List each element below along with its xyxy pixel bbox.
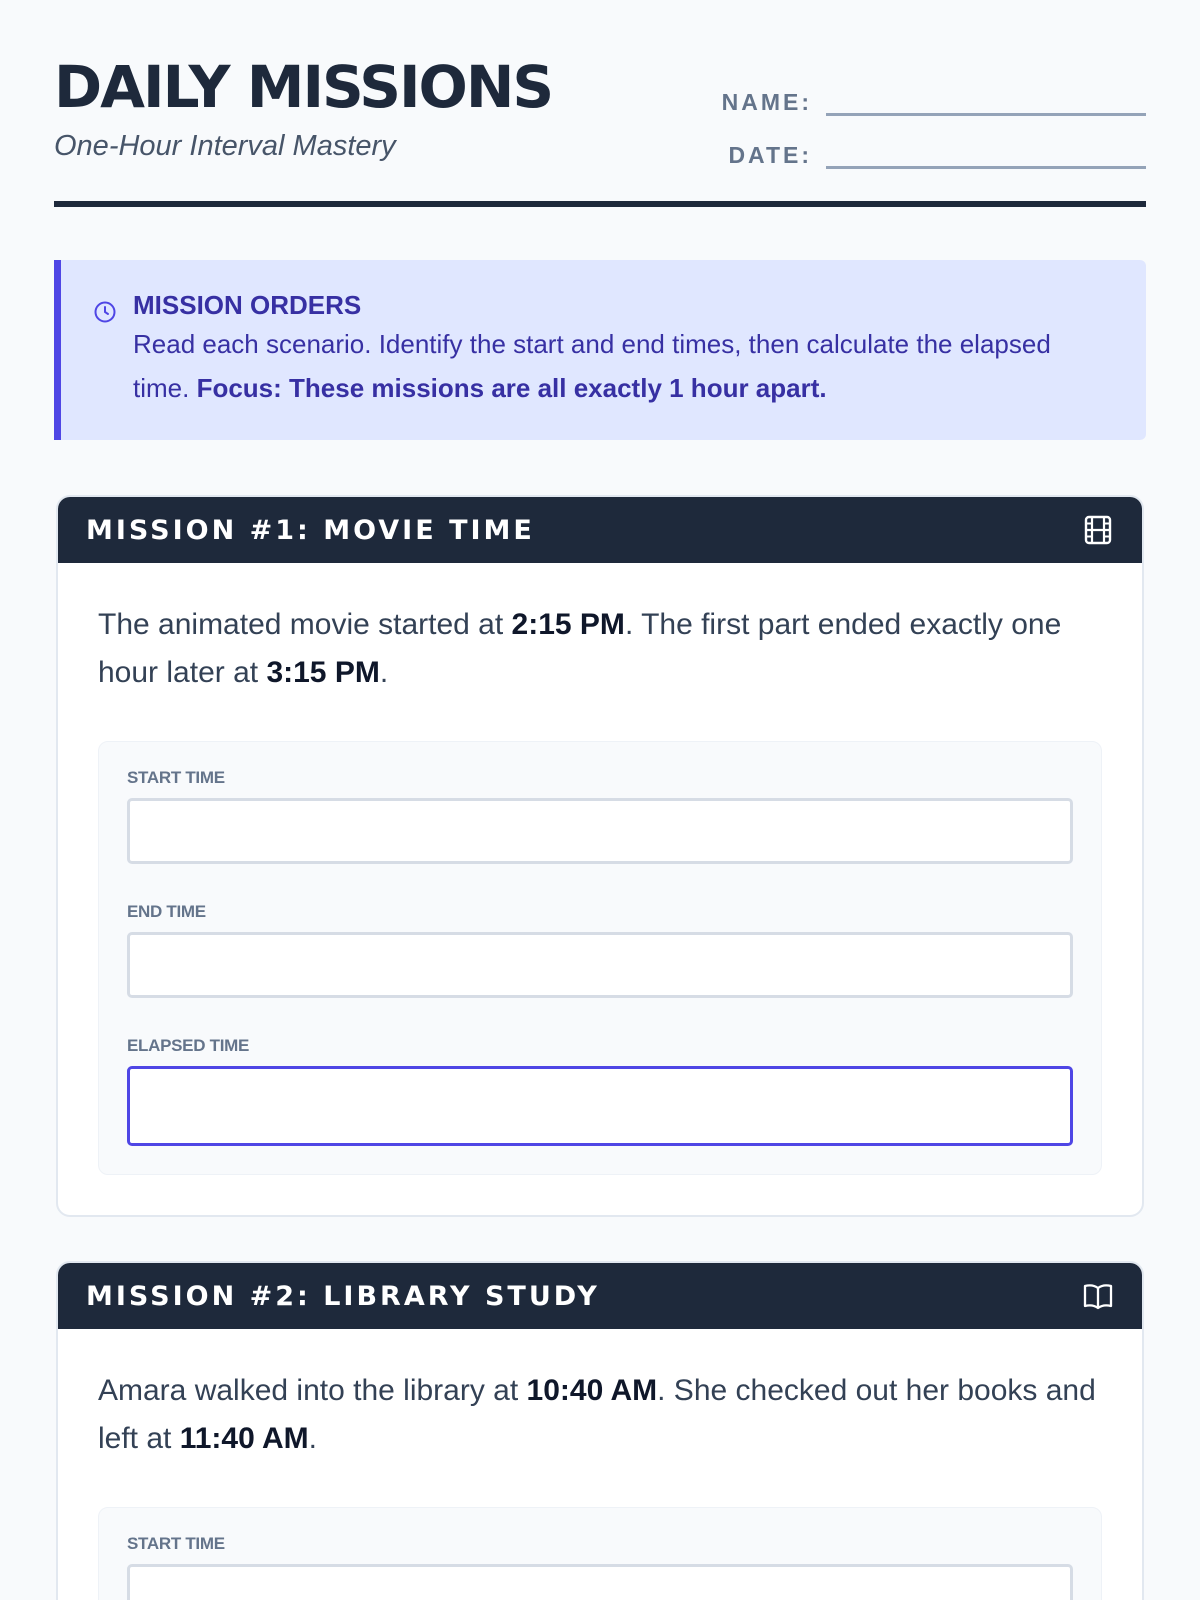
scenario-text: .	[308, 1422, 318, 1455]
scenario-end-time: 11:40 AM	[179, 1422, 309, 1455]
clock-icon	[93, 300, 117, 324]
mission-title: MISSION #1: MOVIE TIME	[86, 514, 535, 546]
start-time-input[interactable]	[127, 798, 1073, 864]
answer-panel	[98, 741, 1102, 1175]
scenario-text: .	[379, 656, 389, 689]
start-time-label: START TIME	[127, 768, 225, 787]
scenario-text: Amara walked into the library at	[98, 1374, 527, 1407]
mission-header	[58, 1263, 1142, 1329]
mission-card	[56, 495, 1144, 1217]
scenario-start-time: 2:15 PM	[511, 608, 625, 641]
mission-title: MISSION #2: LIBRARY STUDY	[86, 1280, 600, 1312]
scenario-text: . She checked out her books and left at	[98, 1374, 1096, 1455]
mission-card	[56, 1261, 1144, 1600]
scenario-start-time: 10:40 AM	[526, 1374, 658, 1407]
name-label: NAME:	[721, 89, 812, 115]
mission-body	[58, 1329, 1142, 1600]
orders-focus: Focus: These missions are all exactly 1 hour apart.	[196, 373, 827, 403]
page-subtitle: One-Hour Interval Mastery	[54, 130, 396, 162]
scenario-end-time: 3:15 PM	[266, 656, 380, 689]
date-row	[716, 133, 1146, 169]
end-time-label: END TIME	[127, 902, 206, 921]
answer-panel	[98, 1507, 1102, 1600]
date-field[interactable]	[826, 133, 1146, 169]
scenario-text: The animated movie started at	[98, 608, 512, 641]
date-label: DATE:	[728, 142, 812, 168]
start-time-label: START TIME	[127, 1534, 225, 1553]
start-time-input[interactable]	[127, 1564, 1073, 1600]
elapsed-time-input[interactable]	[127, 1066, 1073, 1146]
mission-scenario	[98, 1367, 1102, 1463]
mission-header	[58, 497, 1142, 563]
elapsed-time-label: ELAPSED TIME	[127, 1036, 250, 1055]
mission-scenario	[98, 601, 1102, 697]
orders-title: MISSION ORDERS	[133, 290, 362, 320]
scenario-text: . The first part ended exactly one hour later at	[98, 608, 1062, 689]
mission-orders-callout	[54, 260, 1146, 440]
orders-text	[133, 322, 1106, 410]
orders-instructions: Read each scenario. Identify the start and end times, then calculate the elapsed time.	[133, 329, 1051, 403]
name-row	[716, 80, 1146, 116]
mission-body	[58, 563, 1142, 1215]
page-title: DAILY MISSIONS	[54, 53, 553, 121]
name-field[interactable]	[826, 80, 1146, 116]
film-icon	[1082, 514, 1114, 546]
worksheet-header	[54, 0, 1146, 207]
end-time-input[interactable]	[127, 932, 1073, 998]
book-icon	[1082, 1280, 1114, 1312]
